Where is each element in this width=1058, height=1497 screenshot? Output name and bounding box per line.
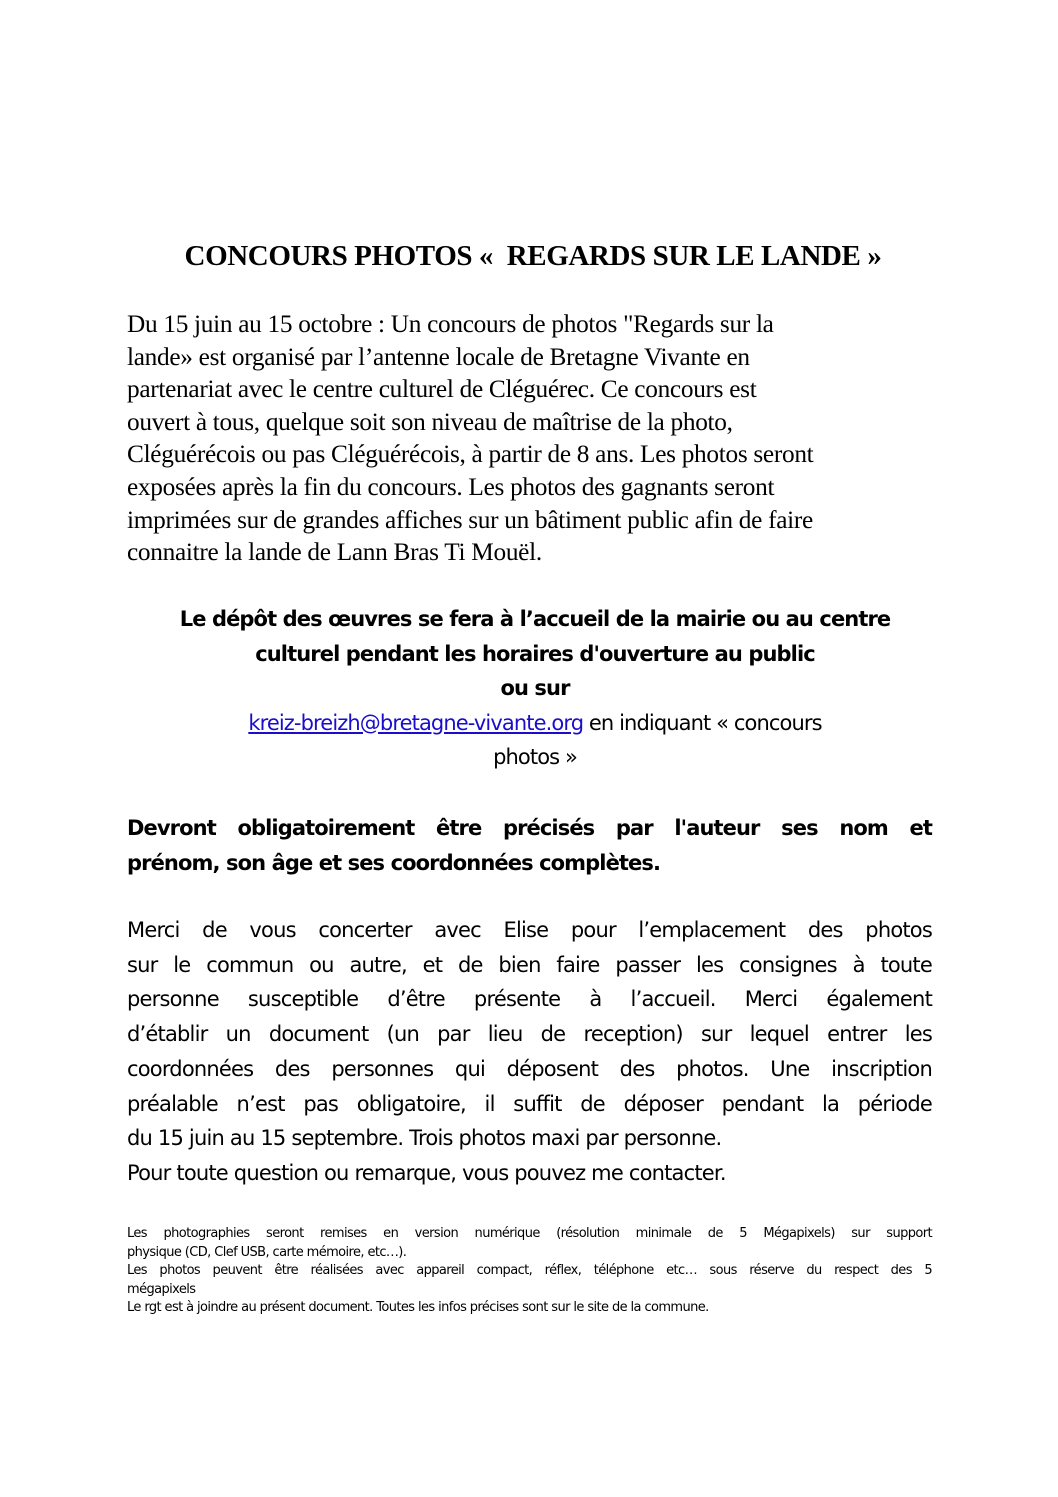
thanks-line: personne susceptible d’être présente à l’accueil. Merci également bbox=[127, 987, 932, 1012]
intro-line: Du 15 juin au 15 octobre : Un concours de photos "Regards sur la bbox=[127, 310, 774, 338]
deposit-line: ou sur bbox=[500, 676, 570, 700]
intro-line: imprimées sur de grandes affiches sur un bâtiment public afin de faire bbox=[127, 505, 813, 534]
required-line: Devront obligatoirement être précisés par l'auteur ses nom et bbox=[127, 816, 932, 840]
footnote-line: physique (CD, Clef USB, carte mémoire, etc…). bbox=[127, 1244, 407, 1260]
page-title: CONCOURS PHOTOS « REGARDS SUR LE LANDE » bbox=[184, 240, 882, 272]
deposit-line: culturel pendant les horaires d'ouverture au public bbox=[255, 641, 815, 666]
thanks-line: sur le commun ou autre, et de bien faire passer les consignes à toute bbox=[127, 952, 932, 977]
thanks-line: coordonnées des personnes qui déposent des photos. Une inscription bbox=[127, 1056, 932, 1081]
thanks-paragraph bbox=[127, 913, 932, 1191]
thanks-line: d’établir un document (un par lieu de reception) sur lequel entrer les bbox=[127, 1022, 932, 1047]
footnote-line: mégapixels bbox=[127, 1281, 196, 1297]
required-info-paragraph bbox=[127, 811, 932, 880]
email-link[interactable]: kreiz-breizh@bretagne-vivante.org bbox=[248, 710, 584, 735]
thanks-line: du 15 juin au 15 septembre. Trois photos maxi par personne. bbox=[127, 1126, 722, 1151]
deposit-line-text: en indiquant « concours bbox=[583, 710, 822, 735]
footnote-line: Le rgt est à joindre au présent document. Toutes les infos précises sont sur le site de la commune. bbox=[127, 1300, 709, 1315]
intro-line: Cléguérécois ou pas Cléguérécois, à partir de 8 ans. Les photos seront bbox=[127, 440, 814, 469]
thanks-line: préalable n’est pas obligatoire, il suffit de déposer pendant la période bbox=[127, 1091, 932, 1116]
deposit-line: photos » bbox=[493, 745, 577, 769]
footnotes bbox=[127, 1225, 932, 1318]
intro-line: ouvert à tous, quelque soit son niveau de maîtrise de la photo, bbox=[127, 407, 733, 436]
thanks-line: Merci de vous concerter avec Elise pour l’emplacement des photos bbox=[127, 918, 932, 942]
intro-paragraph bbox=[127, 308, 937, 569]
intro-line: lande» est organisé par l’antenne locale de Bretagne Vivante en bbox=[127, 342, 750, 371]
intro-line: exposées après la fin du concours. Les photos des gagnants seront bbox=[127, 472, 775, 501]
intro-line: partenariat avec le centre culturel de Cléguérec. Ce concours est bbox=[127, 375, 757, 404]
thanks-line: Pour toute question ou remarque, vous pouvez me contacter. bbox=[127, 1160, 726, 1185]
intro-line: connaitre la lande de Lann Bras Ti Mouël. bbox=[127, 538, 542, 567]
deposit-email-line bbox=[127, 706, 943, 741]
footnote-line: Les photographies seront remises en version numérique (résolution minimale de 5 Mégapixels) sur support bbox=[127, 1226, 932, 1241]
required-line: prénom, son âge et ses coordonnées complètes. bbox=[127, 850, 661, 875]
deposit-line: Le dépôt des œuvres se fera à l’accueil de la mairie ou au centre bbox=[179, 607, 891, 631]
footnote-line: Les photos peuvent être réalisées avec appareil compact, réflex, téléphone etc… sous réserve du respect des 5 bbox=[127, 1263, 932, 1278]
deposit-instructions bbox=[127, 602, 943, 775]
